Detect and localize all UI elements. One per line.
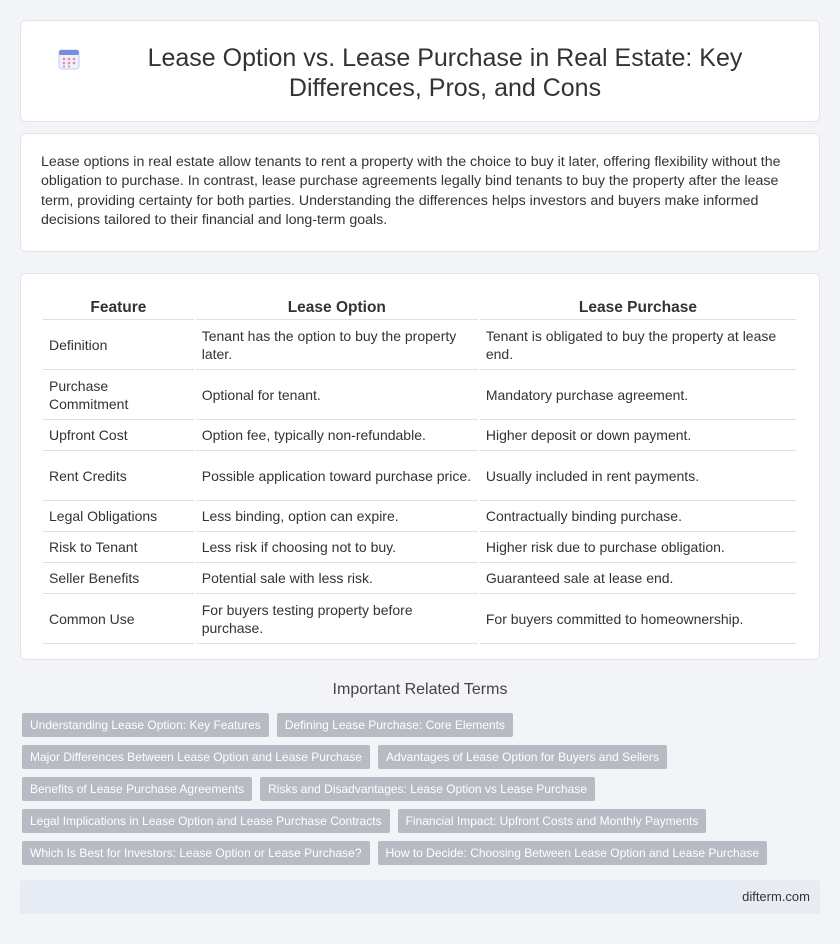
- related-term-tag[interactable]: Defining Lease Purchase: Core Elements: [277, 713, 513, 737]
- table-row: [43, 532, 796, 563]
- intro-paragraph: Lease options in real estate allow tenants to rent a property with the choice to buy it later, offering flexibility without the obligation to purchase. In contrast, lease purchase agreements legally bind tenants to buy the property after the lease term, providing certainty for both parties. Understanding the differences helps investors and buyers make informed decisions tailored to their financial and long-term goals.: [41, 154, 781, 228]
- intro-card: [20, 133, 820, 252]
- row-lease-option: Tenant has the option to buy the property later.: [196, 320, 478, 370]
- footer-site-link[interactable]: difterm.com: [742, 889, 810, 904]
- related-term-tag[interactable]: Benefits of Lease Purchase Agreements: [22, 777, 252, 801]
- related-term-tag[interactable]: Major Differences Between Lease Option and Lease Purchase: [22, 745, 370, 769]
- row-lease-option: Possible application toward purchase price.: [196, 451, 478, 501]
- header-lease-option: Lease Option: [196, 294, 478, 320]
- row-lease-option: Option fee, typically non-refundable.: [196, 420, 478, 451]
- comparison-table: [41, 294, 798, 644]
- row-feature: Rent Credits: [43, 451, 194, 501]
- related-terms-list: [22, 713, 782, 865]
- table-row: [43, 563, 796, 594]
- row-feature: Legal Obligations: [43, 501, 194, 532]
- row-feature: Seller Benefits: [43, 563, 194, 594]
- header-lease-purchase: Lease Purchase: [480, 294, 796, 320]
- table-row: [43, 370, 796, 420]
- row-feature: Purchase Commitment: [43, 370, 194, 420]
- row-lease-purchase: Contractually binding purchase.: [480, 501, 796, 532]
- related-term-tag[interactable]: Advantages of Lease Option for Buyers and Sellers: [378, 745, 667, 769]
- row-lease-purchase: Usually included in rent payments.: [480, 451, 796, 501]
- table-header-row: [43, 294, 796, 320]
- comparison-card: [20, 273, 820, 660]
- table-row: [43, 320, 796, 370]
- row-lease-purchase: Tenant is obligated to buy the property at lease end.: [480, 320, 796, 370]
- related-term-tag[interactable]: Risks and Disadvantages: Lease Option vs Lease Purchase: [260, 777, 595, 801]
- page-title: Lease Option vs. Lease Purchase in Real Estate: Key Differences, Pros, and Cons: [147, 44, 743, 102]
- row-lease-option: For buyers testing property before purchase.: [196, 594, 478, 644]
- related-term-tag[interactable]: How to Decide: Choosing Between Lease Option and Lease Purchase: [378, 841, 768, 865]
- row-lease-purchase: Higher risk due to purchase obligation.: [480, 532, 796, 563]
- row-lease-option: Less binding, option can expire.: [196, 501, 478, 532]
- related-term-tag[interactable]: Financial Impact: Upfront Costs and Monthly Payments: [398, 809, 707, 833]
- related-term-tag[interactable]: Legal Implications in Lease Option and Lease Purchase Contracts: [22, 809, 390, 833]
- row-lease-purchase: For buyers committed to homeownership.: [480, 594, 796, 644]
- table-row: [43, 501, 796, 532]
- row-feature: Upfront Cost: [43, 420, 194, 451]
- table-row: [43, 594, 796, 644]
- footer: [20, 880, 820, 914]
- row-lease-option: Potential sale with less risk.: [196, 563, 478, 594]
- table-row: [43, 420, 796, 451]
- row-feature: Definition: [43, 320, 194, 370]
- related-terms-title: Important Related Terms: [332, 681, 508, 698]
- header-card: [20, 20, 820, 122]
- related-term-tag[interactable]: Understanding Lease Option: Key Features: [22, 713, 269, 737]
- row-feature: Common Use: [43, 594, 194, 644]
- row-feature: Risk to Tenant: [43, 532, 194, 563]
- related-term-tag[interactable]: Which Is Best for Investors: Lease Option or Lease Purchase?: [22, 841, 370, 865]
- header-feature: Feature: [43, 294, 194, 320]
- row-lease-purchase: Mandatory purchase agreement.: [480, 370, 796, 420]
- row-lease-purchase: Guaranteed sale at lease end.: [480, 563, 796, 594]
- row-lease-option: Less risk if choosing not to buy.: [196, 532, 478, 563]
- row-lease-option: Optional for tenant.: [196, 370, 478, 420]
- calendar-icon: [57, 47, 81, 71]
- table-row: [43, 451, 796, 501]
- row-lease-purchase: Higher deposit or down payment.: [480, 420, 796, 451]
